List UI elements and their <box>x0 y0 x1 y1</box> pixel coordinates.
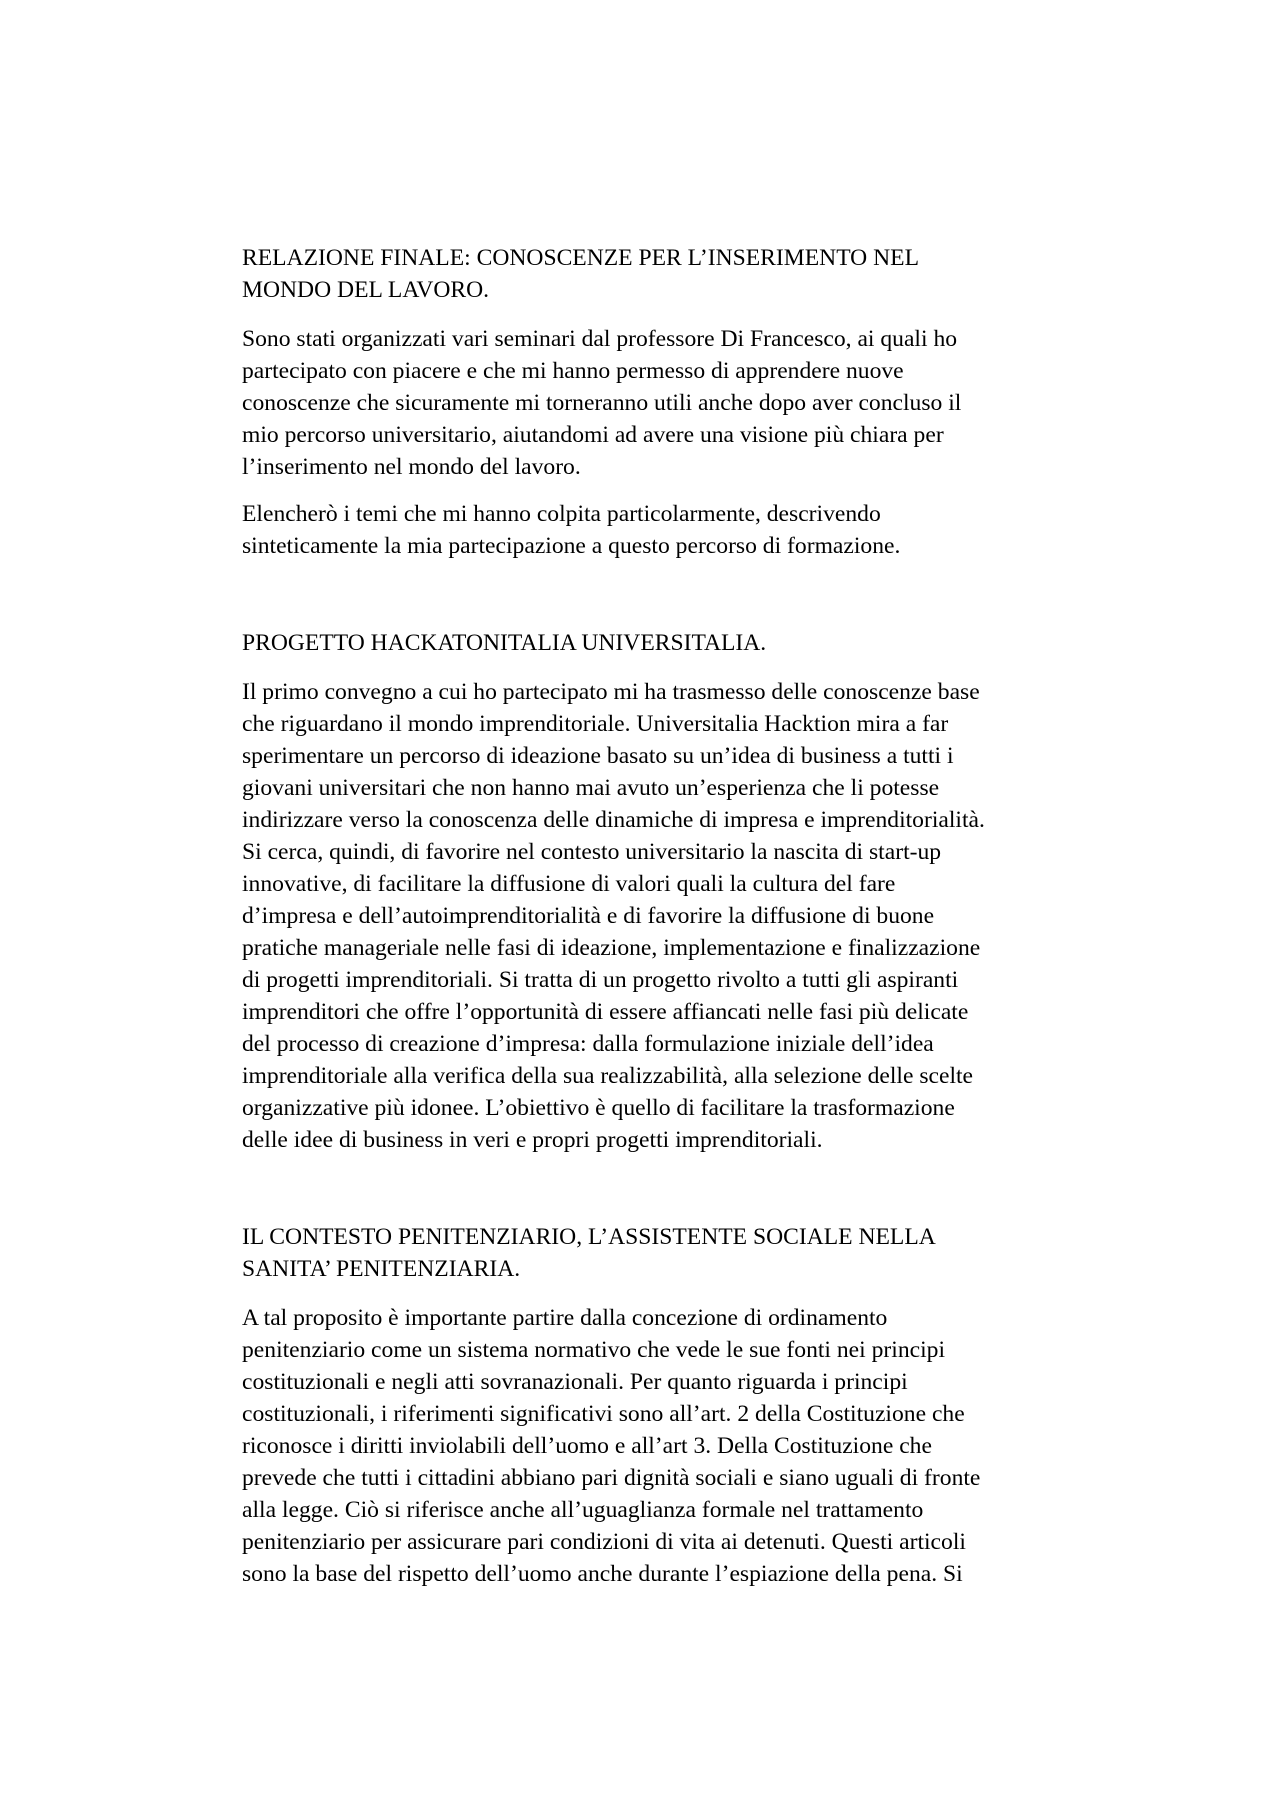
text-line: organizzative più idonee. L’obiettivo è quello di facilitare la trasformazione <box>242 1095 955 1121</box>
text-line: sinteticamente la mia partecipazione a questo percorso di formazione. <box>242 533 901 559</box>
text-line: riconosce i diritti inviolabili dell’uomo e all’art 3. Della Costituzione che <box>242 1433 932 1459</box>
text-line: Si cerca, quindi, di favorire nel contesto universitario la nascita di start-up <box>242 839 942 865</box>
section-title-progetto-hackaton <box>242 627 1052 659</box>
text-line: mio percorso universitario, aiutandomi ad avere una visione più chiara per <box>242 422 944 448</box>
section-title-relazione-finale <box>242 242 1052 306</box>
text-line: innovative, di facilitare la diffusione di valori quali la cultura del fare <box>242 871 896 897</box>
text-line: alla legge. Ciò si riferisce anche all’uguaglianza formale nel trattamento <box>242 1497 924 1523</box>
title-line: IL CONTESTO PENITENZIARIO, L’ASSISTENTE SOCIALE NELLA <box>242 1224 936 1250</box>
text-line: partecipato con piacere e che mi hanno permesso di apprendere nuove <box>242 358 904 384</box>
document-body <box>242 242 1052 1590</box>
text-line: imprenditoriale alla verifica della sua realizzabilità, alla selezione delle scelte <box>242 1063 974 1089</box>
text-line: A tal proposito è importante partire dalla concezione di ordinamento <box>242 1305 888 1331</box>
paragraph-seminari <box>242 323 1052 483</box>
text-line: Elencherò i temi che mi hanno colpita particolarmente, descrivendo <box>242 501 881 527</box>
text-line: di progetti imprenditoriali. Si tratta di un progetto rivolto a tutti gli aspiranti <box>242 967 959 993</box>
text-line: penitenziario per assicurare pari condizioni di vita ai detenuti. Questi articoli <box>242 1529 966 1555</box>
text-line: imprenditori che offre l’opportunità di essere affiancati nelle fasi più delicate <box>242 999 969 1025</box>
section-title-contesto-penitenziario <box>242 1221 1052 1285</box>
title-line: SANITA’ PENITENZIARIA. <box>242 1256 521 1282</box>
text-line: Il primo convegno a cui ho partecipato mi ha trasmesso delle conoscenze base <box>242 679 980 705</box>
title-line: PROGETTO HACKATONITALIA UNIVERSITALIA. <box>242 630 767 656</box>
text-line: del processo di creazione d’impresa: dalla formulazione iniziale dell’idea <box>242 1031 934 1057</box>
text-line: delle idee di business in veri e propri progetti imprenditoriali. <box>242 1127 823 1153</box>
paragraph-primo-convegno <box>242 676 1052 1156</box>
text-line: prevede che tutti i cittadini abbiano pari dignità sociali e siano uguali di fronte <box>242 1465 981 1491</box>
title-line: MONDO DEL LAVORO. <box>242 277 490 303</box>
text-line: giovani universitari che non hanno mai avuto un’esperienza che li potesse <box>242 775 940 801</box>
text-line: costituzionali, i riferimenti significativi sono all’art. 2 della Costituzione che <box>242 1401 965 1427</box>
text-line: penitenziario come un sistema normativo che vede le sue fonti nei principi <box>242 1337 945 1363</box>
title-line: RELAZIONE FINALE: CONOSCENZE PER L’INSERIMENTO NEL <box>242 245 919 271</box>
text-line: che riguardano il mondo imprenditoriale. Universitalia Hacktion mira a far <box>242 711 949 737</box>
text-line: sperimentare un percorso di ideazione basato su un’idea di business a tutti i <box>242 743 954 769</box>
text-line: indirizzare verso la conoscenza delle dinamiche di impresa e imprenditorialità. <box>242 807 985 833</box>
text-line: d’impresa e dell’autoimprenditorialità e di favorire la diffusione di buone <box>242 903 935 929</box>
text-line: conoscenze che sicuramente mi torneranno utili anche dopo aver concluso il <box>242 390 962 416</box>
text-line: Sono stati organizzati vari seminari dal professore Di Francesco, ai quali ho <box>242 326 958 352</box>
paragraph-ordinamento-penitenziario <box>242 1302 1052 1590</box>
text-line: sono la base del rispetto dell’uomo anche durante l’espiazione della pena. Si <box>242 1561 963 1587</box>
text-line: l’inserimento nel mondo del lavoro. <box>242 454 581 480</box>
paragraph-elenchero <box>242 498 1052 562</box>
text-line: pratiche manageriale nelle fasi di ideazione, implementazione e finalizzazione <box>242 935 981 961</box>
text-line: costituzionali e negli atti sovranazionali. Per quanto riguarda i principi <box>242 1369 908 1395</box>
